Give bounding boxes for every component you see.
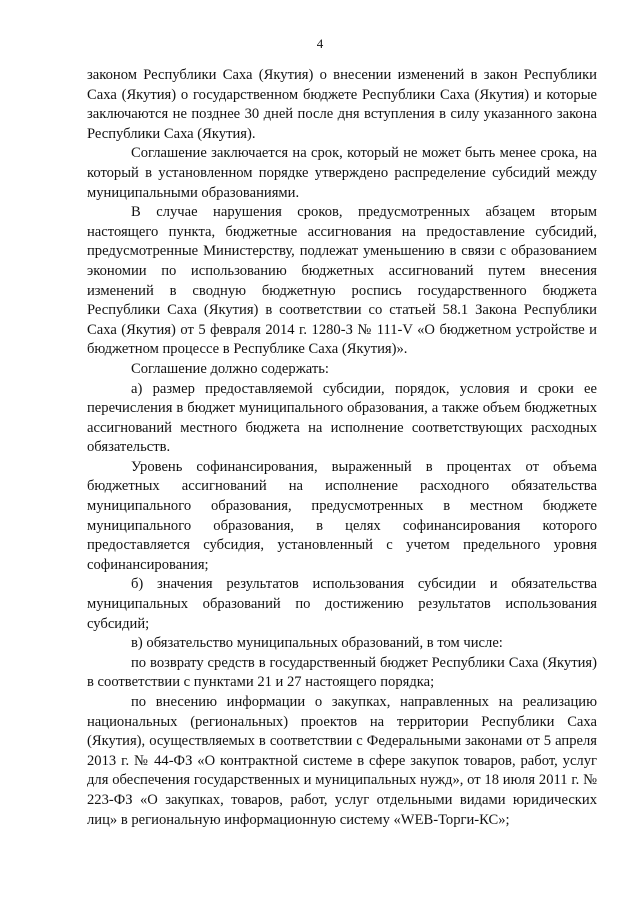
paragraph: Уровень софинансирования, выраженный в процентах от объема бюджетных ассигнований на исполнение расходного обязательства муниципального образования, предусмотренных в местном бюджете муниципального образования, в целях софинансирования которого предоставляется субсидия, установленный с учетом предельного уровня софинансирования; — [87, 458, 597, 573]
paragraph: в) обязательство муниципальных образований, в том числе: — [131, 635, 503, 652]
paragraph: Соглашение заключается на срок, который не может быть менее срока, на который в установленном порядке утверждено распределение субсидий между муниципальными образованиями. — [87, 145, 597, 201]
paragraph: В случае нарушения сроков, предусмотренных абзацем вторым настоящего пункта, бюджетные ассигнования на предоставление субсидий, предусмотренные Министерству, подлежат уменьшению в связи с образованием экономии по использованию бюджетных ассигнований путем внесения изменений в сводную бюджетную роспись государственного бюджета Республики Саха (Якутия) в соответствии со статьей 58.1 Закона Республики Саха (Якутия) от 5 февраля 2014 г. 1280-З № 111-V «О бюджетном устройстве и бюджетном процессе в Республике Саха (Якутия)». — [87, 204, 597, 358]
paragraph: б) значения результатов использования субсидии и обязательства муниципальных образований по достижению результатов использования субсидий; — [87, 576, 597, 632]
paragraph: по внесению информации о закупках, направленных на реализацию национальных (региональных) проектов на территории Республики Саха (Якутия), осуществляемых в соответствии с Федеральными законами от 5 апреля 2013 г. № 44-ФЗ «О контрактной системе в сфере закупок товаров, работ, услуг для обеспечения государственных и муниципальных нужд», от 18 июля 2011 г. № 223-ФЗ «О закупках, товаров, работ, услуг отдельными видами юридических лиц» в региональную информационную систему «WEB-Торги-КС»; — [87, 694, 597, 828]
page-number: 4 — [316, 36, 324, 51]
document-body — [87, 66, 597, 830]
paragraph: по возврату средств в государственный бюджет Республики Саха (Якутия) в соответствии с пунктами 21 и 27 настоящего порядка; — [87, 654, 597, 691]
paragraph: Соглашение должно содержать: — [131, 360, 329, 377]
paragraph: законом Республики Саха (Якутия) о внесении изменений в закон Республики Саха (Якутия) о государственном бюджете Республики Саха (Якутия) и которые заключаются не позднее 30 дней после дня вступления в силу указанного закона Республики Саха (Якутия). — [87, 67, 597, 142]
paragraph: а) размер предоставляемой субсидии, порядок, условия и сроки ее перечисления в бюджет муниципального образования, а также объем бюджетных ассигнований местного бюджета на исполнение соответствующих расходных обязательств. — [87, 380, 597, 456]
